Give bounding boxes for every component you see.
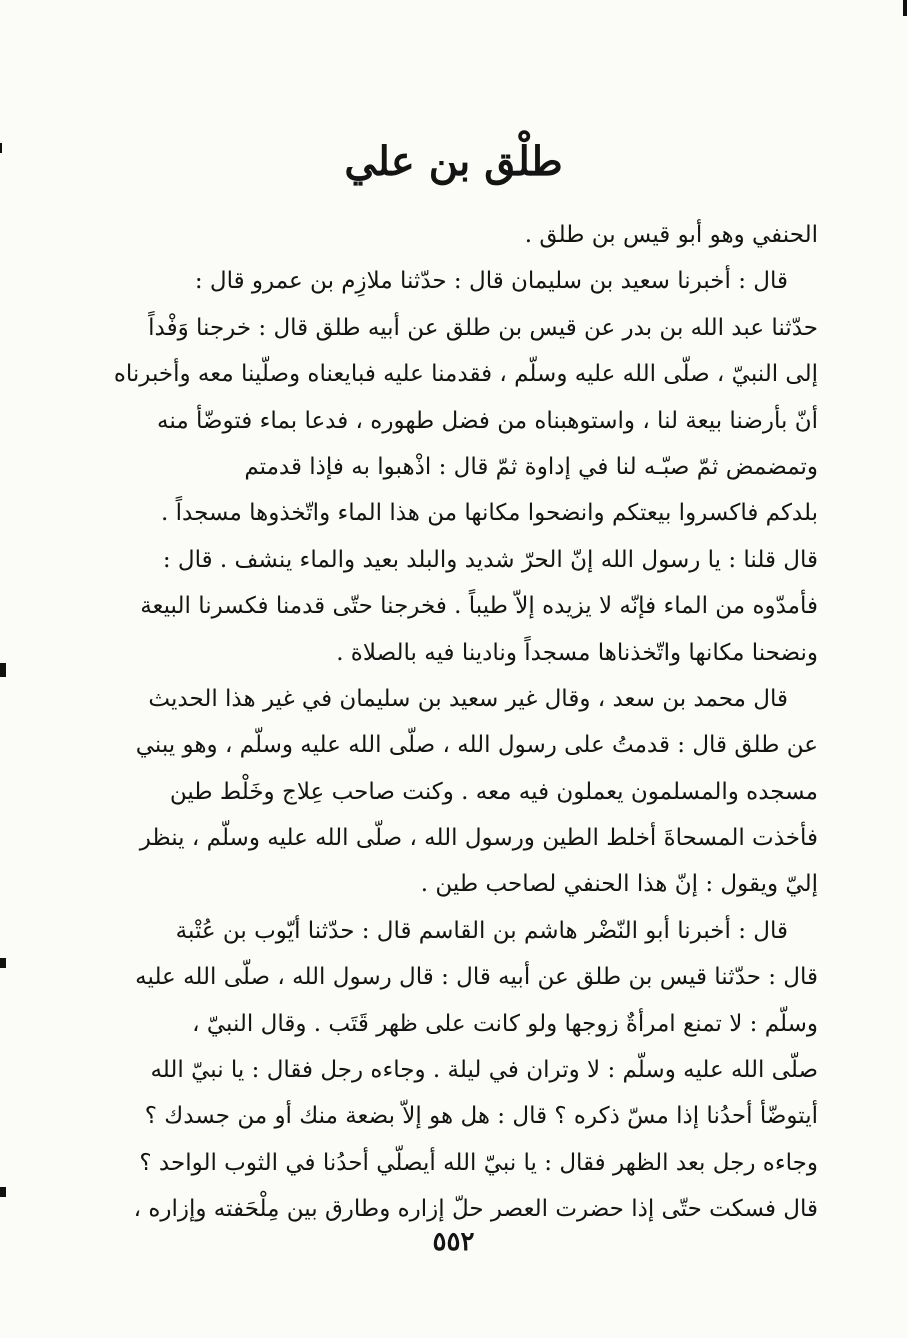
text-line: أنّ بأرضنا بيعة لنا ، واستوهبناه من فضل طهوره ، فدعا بماء فتوضّأ منه: [157, 407, 818, 434]
text-line: قال : حدّثنا قيس بن طلق عن أبيه قال : قال رسول الله ، صلّى الله عليه: [135, 964, 818, 991]
body-text: [110, 212, 818, 1233]
text-line: قال : أخبرنا سعيد بن سليمان قال : حدّثنا ملازِم بن عمرو قال :: [194, 268, 788, 295]
text-line: قال : أخبرنا أبو النّضْر هاشم بن القاسم قال : حدّثنا أيّوب بن عُتْبة: [175, 917, 788, 944]
text-line: قال فسكت حتّى إذا حضرت العصر حلّ إزاره وطارق بين مِلْحَفته وإزاره ،: [133, 1196, 818, 1223]
text-line: إلى النبيّ ، صلّى الله عليه وسلّم ، فقدمنا عليه فبايعناه وصلّينا معه وأخبرناه: [113, 361, 818, 388]
text-line: الحنفي وهو أبو قيس بن طلق .: [524, 222, 818, 248]
scan-edge-mark: [903, 0, 907, 16]
text-line: فأخذت المسحاةَ أخلط الطين ورسول الله ، صلّى الله عليه وسلّم ، ينظر: [139, 825, 818, 852]
text-line: فأمدّوه من الماء فإنّه لا يزيده إلاّ طيباً . فخرجنا حتّى قدمنا فكسرنا البيعة: [140, 593, 818, 620]
scan-edge-mark: [0, 143, 2, 153]
text-line: ونضحنا مكانها واتّخذناها مسجداً ونادينا فيه بالصلاة .: [336, 639, 818, 666]
text-line: وجاءه رجل بعد الظهر فقال : يا نبيّ الله أيصلّي أحدُنا في الثوب الواحد ؟: [139, 1149, 818, 1176]
text-line: وسلّم : لا تمنع امرأةٌ زوجها ولو كانت على ظهر قَتَب . وقال النبيّ ،: [192, 1010, 818, 1037]
text-line: صلّى الله عليه وسلّم : لا وتران في ليلة . وجاءه رجل فقال : يا نبيّ الله: [150, 1057, 818, 1084]
scan-edge-mark: [0, 663, 6, 677]
text-line: عن طلق قال : قدمتُ على رسول الله ، صلّى الله عليه وسلّم ، وهو يبني: [135, 732, 818, 759]
page-number: ٥٥٢: [432, 1227, 475, 1257]
text-line: مسجده والمسلمون يعملون فيه معه . وكنت صاحب عِلاج وخَلْط طين: [169, 778, 818, 805]
page-title: طلْق بن علي: [344, 138, 563, 185]
scan-edge-mark: [0, 958, 6, 968]
text-line: إليّ ويقول : إنّ هذا الحنفي لصاحب طين .: [420, 871, 818, 898]
text-line: قال قلنا : يا رسول الله إنّ الحرّ شديد والبلد بعيد والماء ينشف . قال :: [162, 546, 818, 573]
text-line: أيتوضّأ أحدُنا إذا مسّ ذكره ؟ قال : هل هو إلاّ بضعة منك أو من جسدك ؟: [144, 1103, 818, 1130]
scan-edge-mark: [0, 1187, 6, 1197]
text-line: قال محمد بن سعد ، وقال غير سعيد بن سليمان في غير هذا الحديث: [148, 685, 788, 712]
text-line: وتمضمض ثمّ صبّـه لنا في إداوة ثمّ قال : اذْهبوا به فإذا قدمتم: [244, 453, 818, 480]
text-line: حدّثنا عبد الله بن بدر عن قيس بن طلق عن أبيه طلق قال : خرجنا وَفْداً: [148, 314, 818, 341]
text-line: بلدكم فاكسروا بيعتكم وانضحوا مكانها من هذا الماء واتّخذوها مسجداً .: [161, 500, 818, 527]
